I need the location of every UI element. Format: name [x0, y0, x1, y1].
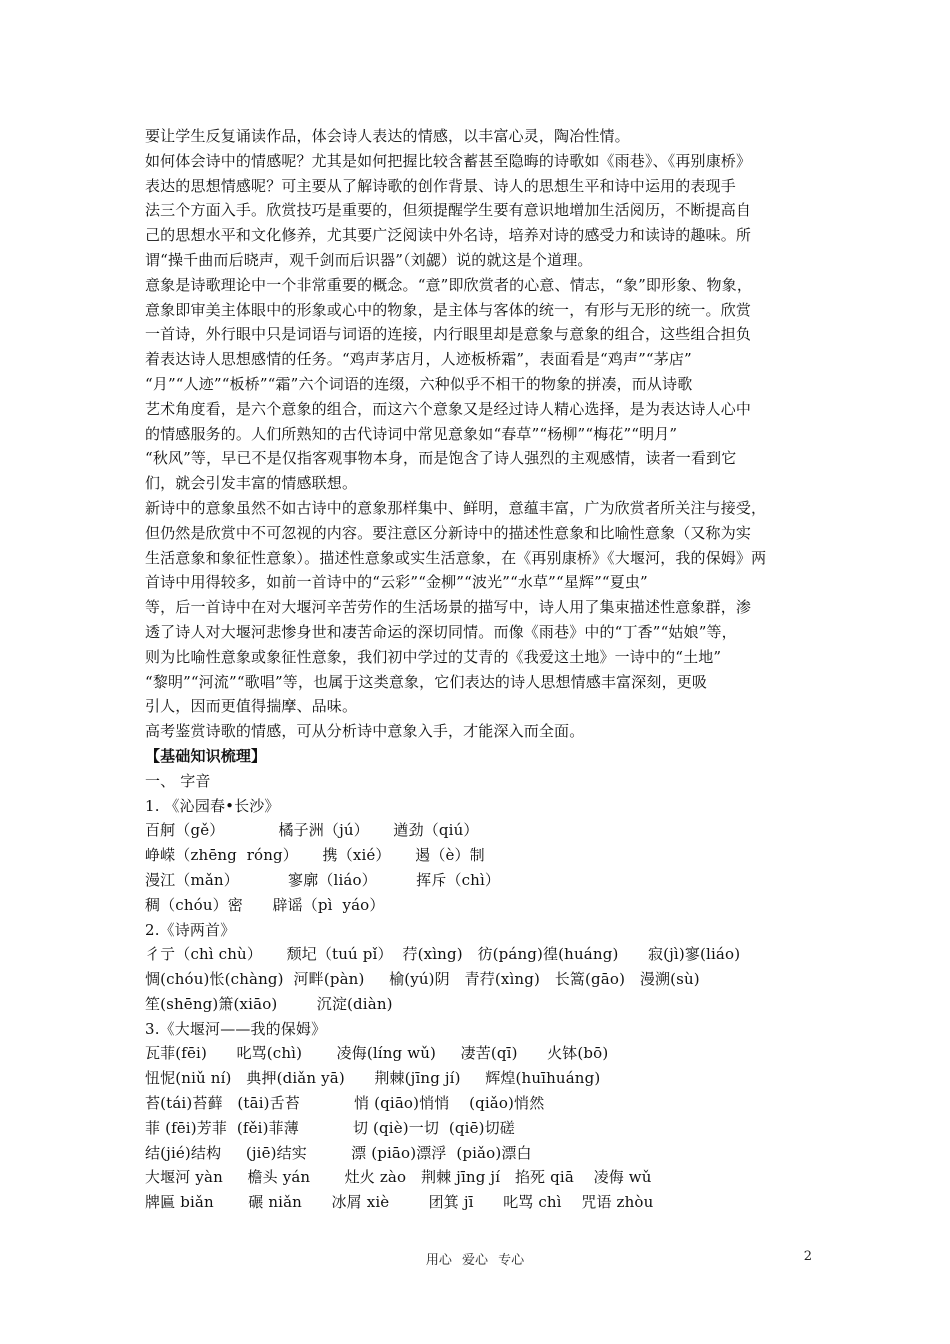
- body-text-line: 法三个方面入手。欣赏技巧是重要的，但须提醒学生要有意识地增加生活阅历，不断提高自: [145, 201, 752, 220]
- body-text-line: 引人，因而更值得揣摩、品味。: [145, 697, 358, 716]
- list-text-line: 1. 《沁园春•长沙》: [145, 796, 280, 815]
- list-text-line: 稠（chóu）密 辟谣（pì yáo）: [145, 895, 385, 914]
- list-text-line: 瓦菲(fēi) 叱骂(chì) 凌侮(líng wǔ) 凄苦(qī) 火钵(bō): [145, 1044, 609, 1063]
- document-body: [145, 124, 810, 1215]
- list-text-line: 菲 (fēi)芳菲 (fěi)菲薄 切 (qiè)一切 (qiē)切磋: [145, 1118, 515, 1137]
- body-text-line: 意象即审美主体眼中的形象或心中的物象，是主体与客体的统一，有形与无形的统一。欣赏: [145, 300, 752, 319]
- pronunciation-list: [145, 769, 810, 1215]
- body-text-line: 高考鉴赏诗歌的情感，可从分析诗中意象入手，才能深入而全面。: [145, 722, 585, 741]
- body-paragraphs: [145, 124, 810, 744]
- body-text-line: 艺术角度看，是六个意象的组合，而这六个意象又是经过诗人精心选择，是为表达诗人心中: [145, 399, 752, 418]
- page-number: 2: [803, 1249, 812, 1264]
- list-text-line: 百舸（gě） 橘子洲（jú） 遒劲（qiú）: [145, 821, 479, 840]
- body-text-line: 生活意象和象征性意象）。描述性意象或实生活意象，在《再别康桥》《大堰河，我的保姆》两: [145, 548, 767, 567]
- list-text-line: 苔(tái)苔藓 (tāi)舌苔 悄 (qiāo)悄悄 (qiǎo)悄然: [145, 1094, 545, 1113]
- body-text-line: 则为比喻性意象或象征性意象，我们初中学过的艾青的《我爱这土地》一诗中的“土地”: [145, 647, 722, 666]
- list-text-line: 大堰河 yàn 檐头 yán 灶火 zào 荆棘 jīng jí 掐死 qiā 凌侮 wǔ: [145, 1168, 652, 1187]
- body-text-line: 己的思想水平和文化修养，尤其要广泛阅读中外名诗，培养对诗的感受力和读诗的趣味。所: [145, 226, 752, 245]
- list-text-line: 结(jié)结构 (jiē)结实 漂 (piāo)漂浮 (piǎo)漂白: [145, 1143, 532, 1162]
- body-text-line: 们，就会引发丰富的情感联想。: [145, 474, 358, 493]
- body-text-line: 谓“操千曲而后晓声，观千剑而后识器”（刘勰）说的就这是个道理。: [145, 250, 593, 269]
- body-text-line: 新诗中的意象虽然不如古诗中的意象那样集中、鲜明，意蕴丰富，广为欣赏者所关注与接受，: [145, 498, 767, 517]
- list-text-line: 一、 字音: [145, 771, 211, 790]
- body-text-line: 着表达诗人思想感情的任务。“鸡声茅店月，人迹板桥霜”，表面看是“鸡声”“茅店”: [145, 350, 692, 369]
- body-text-line: 要让学生反复诵读作品，体会诗人表达的情感，以丰富心灵，陶冶性情。: [145, 127, 630, 145]
- body-text-line: 透了诗人对大堰河悲惨身世和凄苦命运的深切同情。而像《雨巷》中的“丁香”“姑娘”等，: [145, 622, 737, 641]
- list-text-line: 惆(chóu)怅(chàng) 河畔(pàn) 榆(yú)阴 青荇(xìng) 长篙(gāo) 漫溯(sù): [145, 970, 700, 989]
- section-heading: 【基础知识梳理】: [145, 746, 267, 765]
- list-text-line: 忸怩(niǔ ní) 典押(diǎn yā) 荆棘(jīng jí) 辉煌(huīhuáng): [145, 1069, 601, 1088]
- body-text-line: 等，后一首诗中在对大堰河辛苦劳作的生活场景的描写中，诗人用了集束描述性意象群，渗: [145, 598, 752, 617]
- list-text-line: 2.《诗两首》: [145, 920, 236, 939]
- body-text-line: 的情感服务的。人们所熟知的古代诗词中常见意象如“春草”“杨柳”“梅花”“明月”: [145, 424, 678, 443]
- list-text-line: 牌匾 biǎn 碾 niǎn 冰屑 xiè 团箕 jī 叱骂 chì 咒语 zhòu: [145, 1193, 654, 1212]
- body-text-line: 如何体会诗中的情感呢？尤其是如何把握比较含蓄甚至隐晦的诗歌如《雨巷》、《再别康桥》: [145, 151, 752, 170]
- body-text-line: “秋风”等，早已不是仅指客观事物本身，而是饱含了诗人强烈的主观感情，读者一看到它: [145, 449, 737, 468]
- body-text-line: 一首诗，外行眼中只是词语与词语的连接，内行眼里却是意象与意象的组合，这些组合担负: [145, 325, 752, 344]
- list-text-line: 彳亍（chì chù） 颓圮（tuú pǐ） 荇(xìng) 彷(páng)徨(huáng) 寂(jì)寥(liáo): [145, 945, 741, 964]
- body-text-line: “黎明”“河流”“歌唱”等，也属于这类意象，它们表达的诗人思想情感丰富深刻，更吸: [145, 672, 708, 691]
- body-text-line: 表达的思想情感呢？可主要从了解诗歌的创作背景、诗人的思想生平和诗中运用的表现手: [145, 176, 736, 195]
- footer-motto: 用心 爱心 专心: [425, 1253, 525, 1268]
- list-text-line: 漫江（mǎn） 寥廓（liáo） 挥斥（chì）: [145, 870, 501, 889]
- body-text-line: 意象是诗歌理论中一个非常重要的概念。“意”即欣赏者的心意、情志，“象”即形象、物象，: [145, 275, 752, 294]
- list-text-line: 峥嵘（zhēng róng） 携（xié） 遏（è）制: [145, 846, 485, 865]
- list-text-line: 笙(shēng)箫(xiāo) 沉淀(diàn): [145, 994, 393, 1013]
- body-text-line: 但仍然是欣赏中不可忽视的内容。要注意区分新诗中的描述性意象和比喻性意象（又称为实: [145, 523, 752, 542]
- body-text-line: 首诗中用得较多，如前一首诗中的“云彩”“金柳”“波光”“水草”“星辉”“夏虫”: [145, 573, 648, 592]
- body-text-line: “月”“人迹”“板桥”“霜”六个词语的连缀，六种似乎不相干的物象的拼凑，而从诗歌: [145, 374, 693, 393]
- list-text-line: 3.《大堰河——我的保姆》: [145, 1019, 327, 1038]
